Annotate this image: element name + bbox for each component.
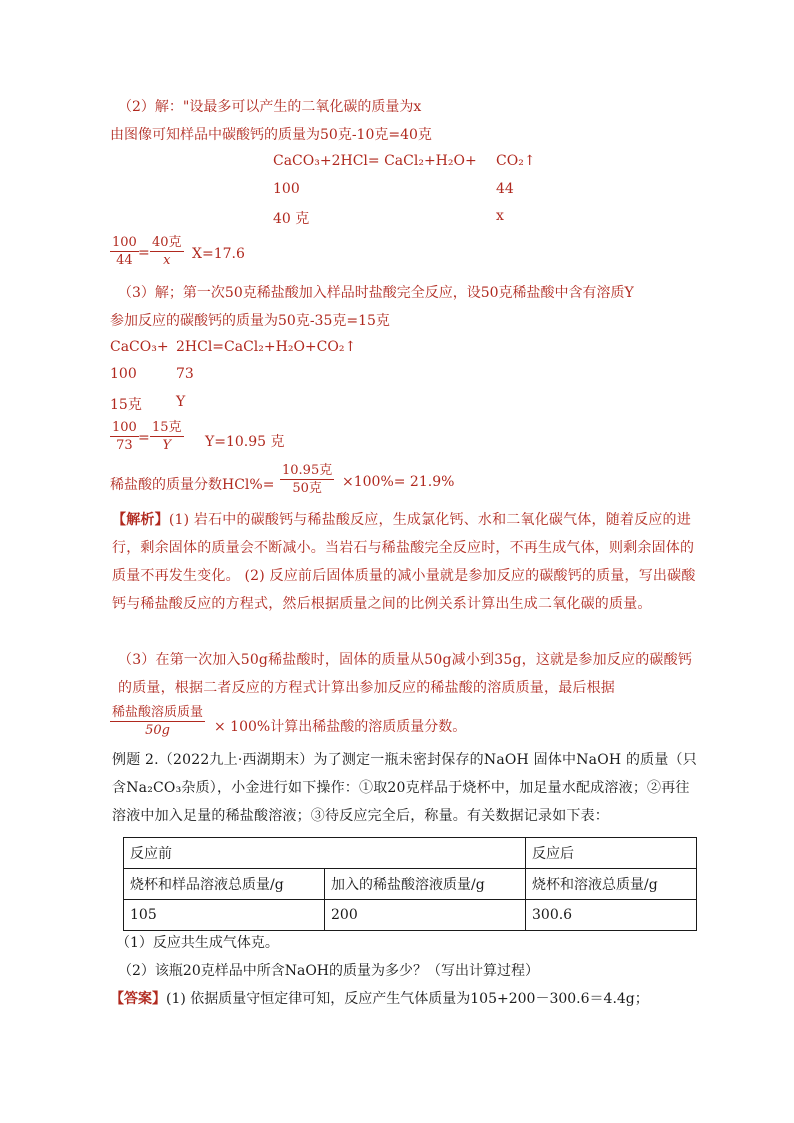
table-header-before: 反应前: [124, 838, 526, 869]
part3-percent-tail: ×100%= 21.9%: [342, 474, 455, 490]
table-cell: 200: [325, 900, 526, 931]
answer-text: (1) 依据质量守恒定律可知，反应产生气体质量为105+200－300.6＝4.4g；: [166, 991, 649, 1007]
fraction-numerator: 100: [112, 420, 137, 435]
analysis-fraction: [110, 706, 205, 737]
data-table: [123, 837, 697, 931]
fraction-numerator: 15克: [152, 420, 182, 435]
question-2: （2）该瓶20克样品中所含NaOH的质量为多少？（写出计算过程）: [118, 963, 540, 979]
equals-sign: =: [138, 245, 150, 261]
table-column-header: 烧杯和溶液总质量/g: [526, 869, 697, 900]
part3-ratio-right-1: 73: [176, 366, 194, 382]
part2-ratio-right-1: 44: [496, 181, 514, 197]
part3-intro: （3）解；第一次50克稀盐酸加入样品时盐酸完全反应，设50克稀盐酸中含有溶质Y: [118, 285, 634, 301]
part3-equation-rhs: 2HCl=CaCl₂+H₂O+CO₂↑: [176, 339, 357, 355]
part3-ratio-right-2: Y: [176, 394, 186, 410]
part2-fraction-left: [110, 236, 139, 267]
answer-line: [110, 988, 649, 1008]
table-row: [124, 900, 697, 931]
fraction-denominator: 50克: [292, 481, 322, 496]
fraction-denominator: 44: [116, 253, 133, 268]
part3-ratio-left-1: 100: [110, 366, 137, 382]
table-row: [124, 838, 697, 869]
fraction-denominator: 73: [116, 438, 133, 453]
analysis-text-1: (1) 岩石中的碳酸钙与稀盐酸反应，生成氯化钙、水和二氧化碳气体，随着反应的进行，剩余固体的质量会不断减小。当岩石与稀盐酸完全反应时，不再生成气体，则剩余固体的质量不再发生变化。 (2) 反应前后固体质量的减小量就是参加反应的碳酸钙的质量，写出碳酸钙与稀盐酸反应的方程式，然后根据质量之间的比例关系计算出生成二氧化碳的质量。: [112, 512, 696, 612]
part3-line1: 参加反应的碳酸钙的质量为50克-35克=15克: [110, 313, 390, 329]
table-row: [124, 869, 697, 900]
analysis-tag: 【解析】: [112, 512, 169, 528]
part3-equation-lhs: CaCO₃+: [110, 339, 169, 355]
fraction-numerator: 100: [112, 235, 137, 250]
part3-fraction-left: [110, 421, 139, 452]
fraction-numerator: 40克: [152, 235, 182, 250]
part2-intro: （2）解："设最多可以产生的二氧化碳的质量为x: [118, 99, 422, 115]
question-1: （1）反应共生成气体克。: [116, 935, 279, 951]
analysis-text-2: （3）在第一次加入50g稀盐酸时，固体的质量从50g减小到35g，这就是参加反应的碳酸钙的质量，根据二者反应的方程式计算出参加反应的稀盐酸的溶质质量，最后根据: [118, 652, 693, 696]
fraction-denominator: x: [163, 253, 171, 268]
fraction-denominator: Y: [162, 438, 172, 453]
equals-sign: =: [138, 430, 150, 446]
part2-ratio-right-2: x: [496, 208, 504, 224]
part2-equation-product: CO₂↑: [496, 153, 536, 169]
table-cell: 300.6: [526, 900, 697, 931]
part3-percent-fraction: [280, 464, 334, 495]
analysis-fraction-tail: × 100%计算出稀盐酸的溶质质量分数。: [214, 719, 467, 735]
example2-text: [112, 746, 702, 830]
part3-ratio-left-2: 15克: [110, 397, 142, 413]
analysis-paragraph-1: [112, 506, 702, 618]
fraction-numerator: 稀盐酸溶质质量: [112, 705, 204, 720]
table-header-after: 反应后: [526, 838, 697, 869]
analysis-paragraph-2: [118, 646, 702, 702]
part2-line1: 由图像可知样品中碳酸钙的质量为50克-10克=40克: [110, 127, 432, 143]
part3-percent-label: 稀盐酸的质量分数HCl%=: [110, 477, 275, 493]
table-column-header: 烧杯和样品溶液总质量/g: [124, 869, 325, 900]
part3-fraction-right: [150, 421, 184, 452]
part2-ratio-left-1: 100: [273, 181, 300, 197]
example2-paragraph: 例题 2.（2022九上·西湖期末）为了测定一瓶未密封保存的NaOH 固体中NaOH 的质量（只含Na₂CO₃杂质），小金进行如下操作：①取20克样品于烧杯中，加足量水配成溶液；②再往溶液中加入足量的稀盐酸溶液；③待反应完全后，称量。有关数据记录如下表：: [112, 752, 697, 824]
part3-result: Y=10.95 克: [205, 434, 285, 450]
answer-tag: 【答案】: [110, 991, 166, 1007]
part2-equation-lhs: CaCO₃+2HCl= CaCl₂+H₂O+: [273, 153, 477, 169]
table-cell: 105: [124, 900, 325, 931]
fraction-denominator: 50g: [145, 723, 170, 738]
part2-ratio-left-2: 40 克: [273, 211, 310, 227]
part2-fraction-right: [150, 236, 184, 267]
fraction-numerator: 10.95克: [282, 463, 333, 478]
table-column-header: 加入的稀盐酸溶液质量/g: [325, 869, 526, 900]
part2-result: X=17.6: [192, 246, 245, 262]
